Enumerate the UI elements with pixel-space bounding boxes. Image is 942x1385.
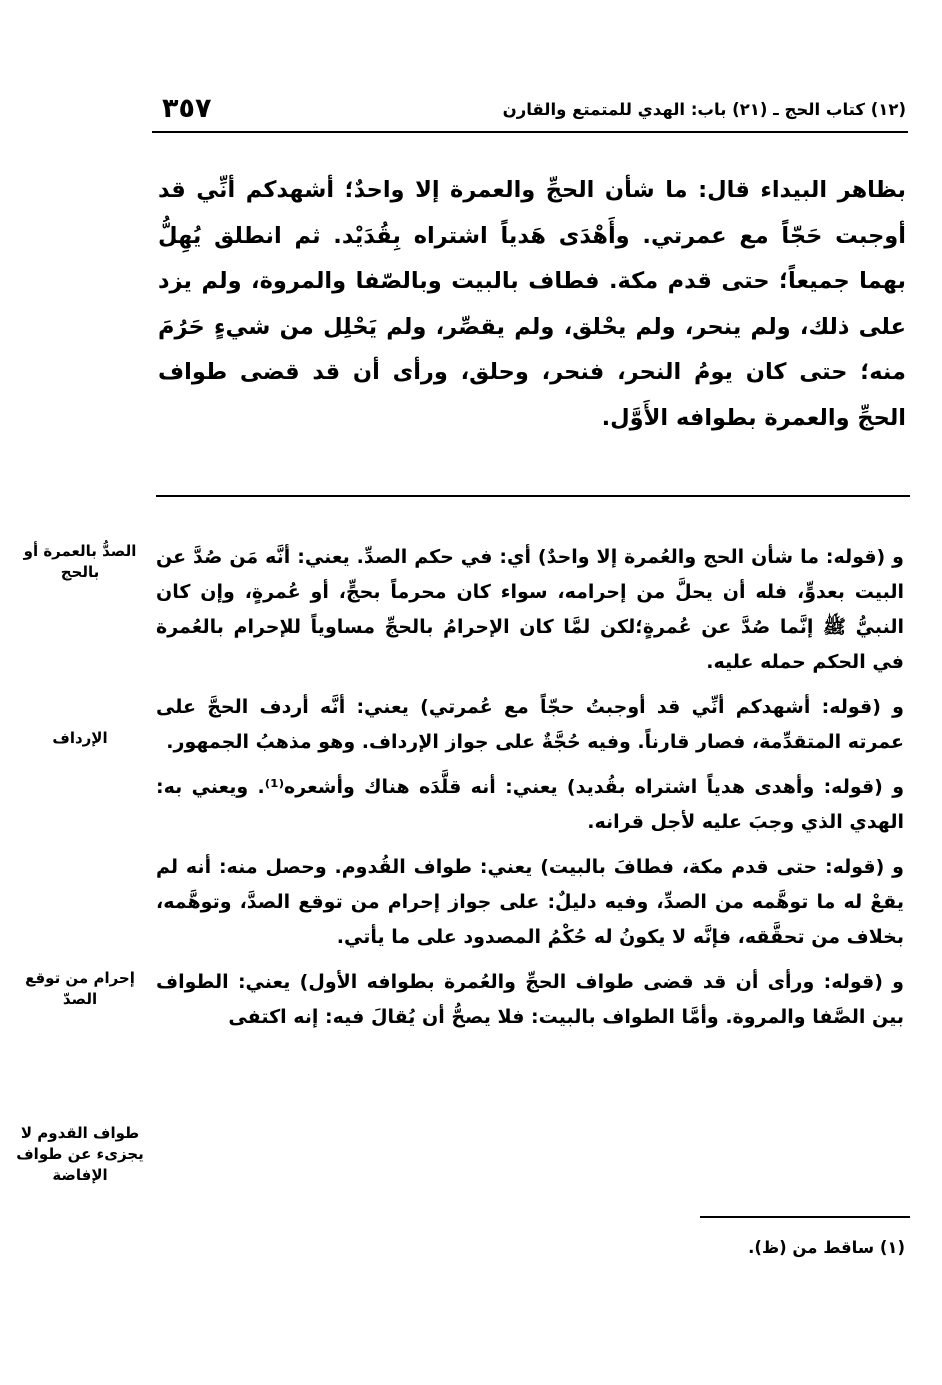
footnote-rule [700,1216,910,1218]
commentary-paragraph: و (قوله: ما شأن الحج والعُمرة إلا واحدٌ) أي: في حكم الصدِّ. يعني: أنَّه مَن صُدَّ عن البيت بعدوٍّ، فله أن يحلَّ من إحرامه، سواء كان محرماً بحجٍّ، أو عُمرةٍ، وإن كان النبيُّ ﷺ إنَّما صُدَّ عن عُمرةٍ؛لكن لمَّا كان الإحرامُ بالحجِّ مساوياً للإحرام بالعُمرة في الحكم حمله عليه. [156,546,904,673]
commentary [156,540,904,1045]
margin-note: طواف القدوم لا يجزىء عن طواف الإفاضة [16,1124,144,1184]
margin-notes [14,0,144,1385]
page-number: ٣٥٧ [162,93,212,124]
margin-note: إحرام من توقع الصدّ [25,969,135,1008]
page-header [150,92,910,132]
header-rule [152,131,908,133]
footnote: (١) ساقط من (ظ). [748,1238,905,1257]
section-divider [156,495,910,497]
running-head: (١٢) كتاب الحج ـ (٢١) باب: الهدي للمتمتع والقارن [502,100,906,119]
commentary-paragraph: و (قوله: ورأى أن قد قضى طواف الحجِّ والعُمرة بطوافه الأول) يعني: الطواف بين الصَّفا والمروة. وأمَّا الطواف بالبيت: فلا يصحُّ أن يُقالَ فيه: إنه اكتفى [156,971,904,1028]
commentary-paragraph: و (قوله: وأهدى هدياً اشتراه بقُديد) يعني: أنه قلَّدَه هناك وأشعره⁽¹⁾. ويعني به: الهدي الذي وجبَ عليه لأجل قرانه. [156,776,905,833]
commentary-paragraph: و (قوله: أشهدكم أنِّي قد أوجبتُ حجّاً مع عُمرتي) يعني: أنَّه أردف الحجَّ على عمرته المتقدِّمة، فصار قارناً. وفيه حُجَّةٌ على جواز الإرداف. وهو مذهبُ الجمهور. [156,696,904,753]
commentary-paragraph: و (قوله: حتى قدم مكة، فطافَ بالبيت) يعني: طواف القُدوم. وحصل منه: أنه لم يقعْ له ما توهَّمه من الصدِّ، وفيه دليلٌ: على جواز إحرام من توقع الصدَّ، وتوهَّمه، بخلاف من تحقَّقه، فإنَّه لا يكونُ له حُكْمُ المصدود على ما يأتي. [156,856,904,948]
margin-note: الصدُّ بالعمرة أو بالحج [23,542,137,581]
hadith-text: بظاهر البيداء قال: ما شأن الحجِّ والعمرة إلا واحدٌ؛ أشهدكم أنِّي قد أوجبت حَجّاً مع عمرتي. وأَهْدَى هَدياً اشتراه بِقُدَيْد. ثم انطلق يُهِلُّ بهما جميعاً؛ حتى قدم مكة. فطاف بالبيت وبالصّفا والمروة، ولم يزد على ذلك، ولم ينحر، ولم يحْلق، ولم يقصِّر، ولم يَحْلِل من شيءٍ حَرُمَ منه؛ حتى كان يومُ النحر، فنحر، وحلق، ورأى أن قد قضى طواف الحجِّ والعمرة بطوافه الأَوَّل. [158,177,906,431]
margin-note: الإرداف [52,729,108,747]
